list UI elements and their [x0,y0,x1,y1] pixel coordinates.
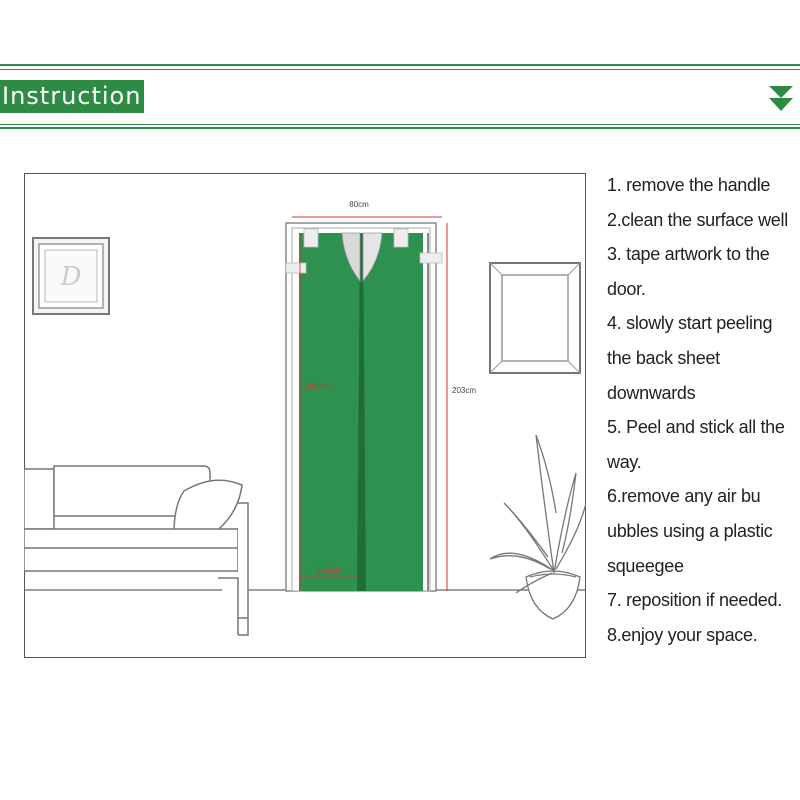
wall-mirror [490,263,580,373]
step-line: 2.clean the surface well [607,209,788,230]
header-bottom-rule [0,124,800,125]
door-sticker [286,229,442,591]
step-line: 8.enjoy your space. [607,624,758,645]
wall-picture-frame [33,238,109,314]
step-line: 1. remove the handle [607,175,771,195]
step-line: 7. reposition if needed. [607,590,782,611]
step-line: way. [607,451,642,472]
svg-text:38.5cm: 38.5cm [316,566,343,575]
step-line: squeegee [607,555,684,576]
step-line: ubbles using a plastic [607,520,773,541]
svg-text:203cm: 203cm [452,386,477,395]
step-line: 4. slowly start peeling [607,313,773,334]
step-line: 6.remove any air bu [607,486,761,507]
header-top-rule [0,64,800,66]
header-bottom-rule-thick [0,127,800,129]
step-line: 5. Peel and stick all the [607,417,785,438]
step-line: the back sheet [607,347,720,368]
svg-text:200cm: 200cm [305,382,330,391]
frame-monogram: D [60,262,82,292]
svg-text:80cm: 80cm [349,200,369,209]
room-illustration [24,173,586,658]
page-title: Instruction [0,80,144,113]
step-line: door. [607,278,646,299]
step-line: 3. tape artwork to the [607,244,770,265]
instruction-steps [607,168,797,652]
step-line: downwards [607,382,696,403]
down-arrow-icon [768,84,794,114]
header-top-rule-thin [0,69,800,70]
